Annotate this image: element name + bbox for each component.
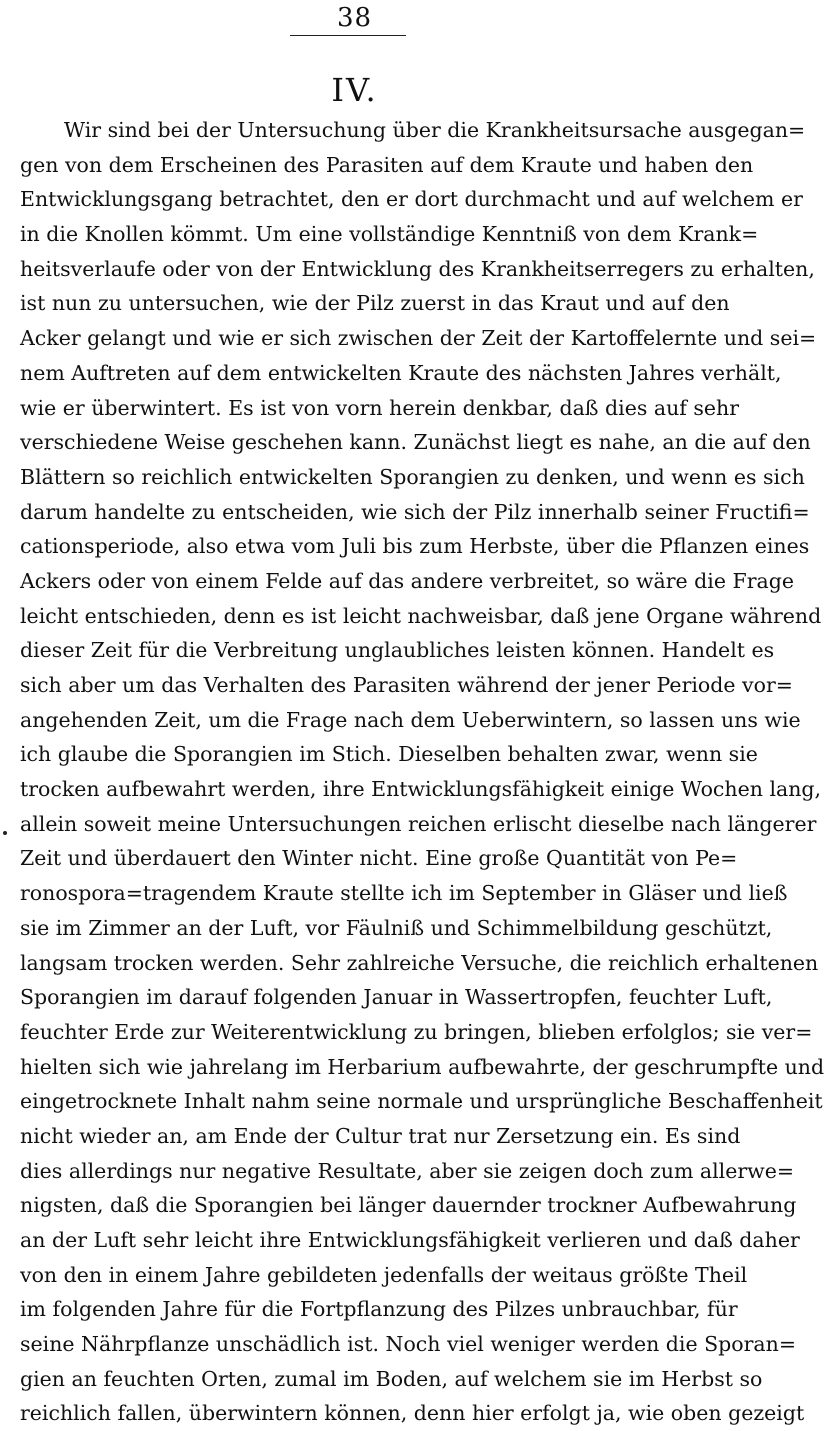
text-line: nigsten, daß die Sporangien bei länger dauernder trockner Aufbewahrung [20,1193,797,1218]
text-line: Zeit und überdauert den Winter nicht. Eine große Quantität von Pe= [20,846,738,871]
text-line: von den in einem Jahre gebildeten jedenfalls der weitaus größte Theil [20,1262,748,1287]
text-line: heitsverlaufe oder von der Entwicklung des Krankheitserregers zu erhalten, [20,256,815,281]
text-line: allein soweit meine Untersuchungen reichen erlischt dieselbe nach längerer [20,811,817,836]
body-text [20,113,824,1431]
text-line: trocken aufbewahrt werden, ihre Entwicklungsfähigkeit einige Wochen lang, [20,777,822,802]
text-line: nem Auftreten auf dem entwickelten Kraute des nächsten Jahres verhält, [20,360,782,385]
text-line: Acker gelangt und wie er sich zwischen der Zeit der Kartoffelernte und sei= [20,326,817,351]
text-line: wie er überwintert. Es ist von vorn herein denkbar, daß dies auf sehr [20,395,740,420]
text-line: verschiedene Weise geschehen kann. Zunächst liegt es nahe, an die auf den [20,430,811,455]
text-line: ich glaube die Sporangien im Stich. Dieselben behalten zwar, wenn sie [20,742,758,767]
text-line: sie im Zimmer an der Luft, vor Fäulniß und Schimmelbildung geschützt, [20,915,773,940]
text-line: sich aber um das Verhalten des Parasiten während der jener Periode vor= [20,673,793,697]
text-line: eingetrocknete Inhalt nahm seine normale und ursprüngliche Beschaffenheit [20,1089,823,1114]
text-line: feuchter Erde zur Weiterentwicklung zu bringen, blieben erfolglos; sie ver= [20,1019,813,1044]
text-line: dieser Zeit für die Verbreitung unglaubliches leisten können. Handelt es [20,638,775,663]
text-line: im folgenden Jahre für die Fortpflanzung des Pilzes unbrauchbar, für [20,1297,738,1322]
text-line: an der Luft sehr leicht ihre Entwicklungsfähigkeit verlieren und daß daher [20,1228,800,1252]
text-line: hielten sich wie jahrelang im Herbarium aufbewahrte, der geschrumpfte und [20,1054,824,1079]
text-line: Ackers oder von einem Felde auf das andere verbreitet, so wäre die Frage [20,568,794,593]
text-line: gien an feuchten Orten, zumal im Boden, auf welchem sie im Herbst so [20,1366,763,1391]
text-line: leicht entschieden, denn es ist leicht nachweisbar, daß jene Organe während [20,603,822,628]
text-line: dies allerdings nur negative Resultate, aber sie zeigen doch zum allerwe= [20,1158,795,1183]
text-line: ronospora=tragendem Kraute stellte ich im September in Gläser und ließ [20,881,788,906]
text-line: Entwicklungsgang betrachtet, den er dort durchmacht und auf welchem er [20,187,803,212]
text-line: ist nun zu untersuchen, wie der Pilz zuerst in das Kraut und auf den [20,291,730,316]
text-line: Blättern so reichlich entwickelten Sporangien zu denken, und wenn es sich [20,464,805,489]
page-number: 38 [336,3,373,33]
text-line: reichlich fallen, überwintern können, denn hier erfolgt ja, wie oben gezeigt [20,1401,805,1426]
text-line: cationsperiode, also etwa vom Juli bis zum Herbste, über die Pflanzen eines [20,534,810,559]
text-line: nicht wieder an, am Ende der Cultur trat nur Zersetzung ein. Es sind [20,1123,741,1148]
text-line: angehenden Zeit, um die Frage nach dem Ueberwintern, so lassen uns wie [20,707,801,732]
text-line: Wir sind bei der Untersuchung über die Krankheitsursache ausgegan= [64,118,806,142]
text-line: langsam trocken werden. Sehr zahlreiche Versuche, die reichlich erhaltenen [20,950,819,975]
text-line: in die Knollen kömmt. Um eine vollständige Kenntniß von dem Krank= [20,222,759,247]
margin-mark [3,831,7,835]
chapter-heading: IV. [331,71,378,109]
text-line: gen von dem Erscheinen des Parasiten auf dem Kraute und haben den [20,152,754,177]
text-line: seine Nährpflanze unschädlich ist. Noch viel weniger werden die Sporan= [20,1332,797,1357]
header-rule [290,35,406,36]
text-line: darum handelte zu entscheiden, wie sich der Pilz innerhalb seiner Fructifi= [20,499,810,524]
text-line: Sporangien im darauf folgenden Januar in Wassertropfen, feuchter Luft, [20,985,773,1010]
